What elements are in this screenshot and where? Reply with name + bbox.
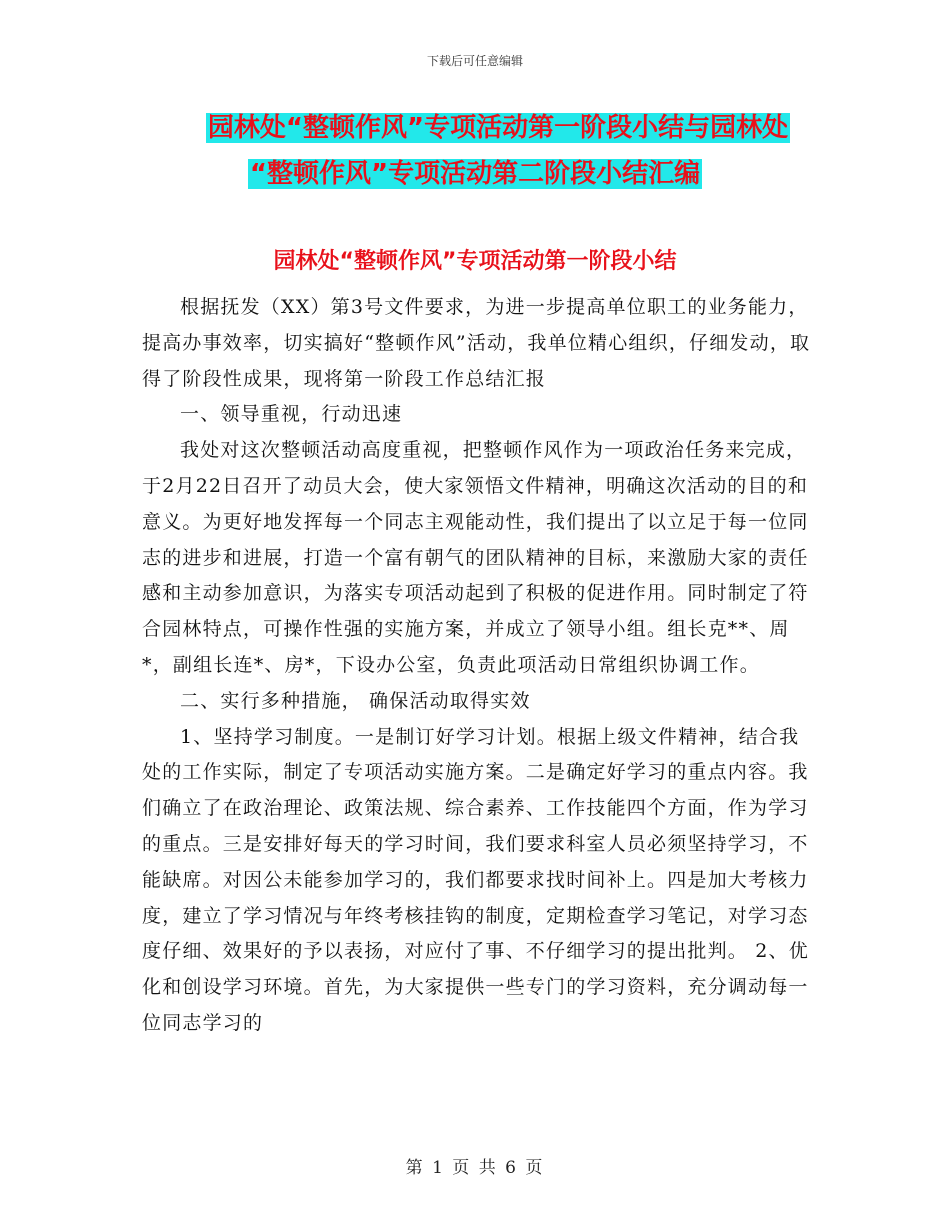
- paragraph-intro: 根据抚发（XX）第3号文件要求，为进一步提高单位职工的业务能力，提高办事效率，切实搞好“整顿作风”活动，我单位精心组织，仔细发动，取得了阶段性成果，现将第一阶段工作总结汇报: [142, 296, 811, 390]
- header-note: 下载后可任意编辑: [426, 54, 523, 68]
- paragraph-heading-1: 一、领导重视，行动迅速: [180, 403, 403, 426]
- paragraph-heading-2: 二、实行多种措施， 确保活动取得实效: [180, 689, 531, 712]
- section-title: 园林处“整顿作风”专项活动第一阶段小结: [273, 249, 677, 274]
- main-title-line-1: [0, 108, 950, 148]
- main-title-line-2: [0, 154, 950, 194]
- paragraph-measures: 1、坚持学习制度。一是制订好学习计划。根据上级文件精神，结合我处的工作实际，制定了专项活动实施方案。二是确定好学习的重点内容。我们确立了在政治理论、政策法规、综合素养、工作技能四个方面，作为学习的重点。三是安排好每天的学习时间，我们要求科室人员必须坚持学习，不能缺席。对因公未能参加学习的，我们都要求找时间补上。四是加大考核力度，建立了学习情况与年终考核挂钩的制度，定期检查学习笔记，对学习态度仔细、效果好的予以表扬，对应付了事、不仔细学习的提出批判。 2、优化和创设学习环境。首先，为大家提供一些专门的学习资料，充分调动每一位同志学习的: [142, 725, 809, 1034]
- paragraph-leadership: 我处对这次整顿活动高度重视，把整顿作风作为一项政治任务来完成，于2月22日召开了动员大会，使大家领悟文件精神，明确这次活动的目的和意义。为更好地发挥每一个同志主观能动性，我们提出了以立足于每一位同志的进步和进展，打造一个富有朝气的团队精神的目标，来激励大家的责任感和主动参加意识，为落实专项活动起到了积极的促进作用。同时制定了符合园林特点，可操作性强的实施方案，并成立了领导小组。组长克**、周*，副组长连*、房*，下设办公室，负责此项活动日常组织协调工作。: [142, 439, 809, 676]
- main-title-line-1-text: 园林处“整顿作风”专项活动第一阶段小结与园林处: [207, 113, 789, 143]
- page-number-footer: 第 1 页 共 6 页: [405, 1158, 545, 1178]
- main-title-line-2-text: “整顿作风”专项活动第二阶段小结汇编: [249, 159, 701, 189]
- body-text: [142, 290, 812, 1042]
